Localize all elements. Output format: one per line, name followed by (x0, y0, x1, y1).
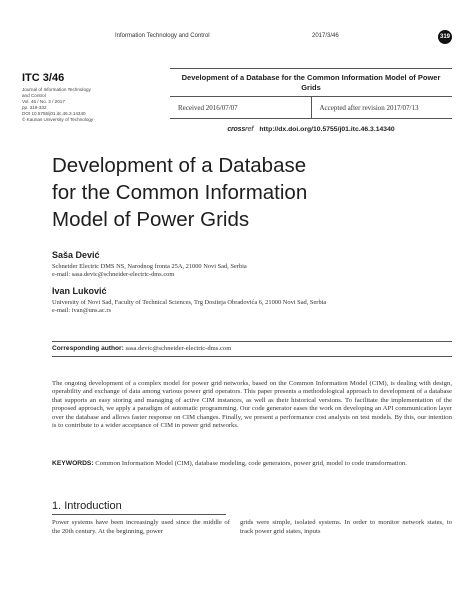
keywords-text: Common Information Model (CIM), database modeling, code generators, power grid, model to code transformation. (93, 460, 407, 467)
article-box-title: Development of a Database for the Common Information Model of Power Grids (181, 73, 441, 92)
author-affiliation: Schneider Electric DMS NS, Narodnog fronta 25A, 21000 Novi Sad, Serbia (52, 263, 247, 270)
corresponding-author-text (52, 342, 452, 356)
journal-meta (22, 72, 140, 124)
title-line: for the Common Information (52, 181, 308, 204)
author-email[interactable]: e-mail: ivan@uns.ac.rs (52, 306, 111, 314)
crossref-logo-icon: crossref (227, 126, 254, 133)
doi-row (170, 118, 452, 140)
meta-line: Vol. 46 / No. 3 / 2017 (22, 99, 65, 105)
author-affiliation: University of Novi Sad, Faculty of Technical Sciences, Trg Dositeja Obradovića 6, 21000 Novi Sad, Serbia (52, 298, 327, 306)
author-list (52, 250, 452, 315)
body-column-left: Power systems have been increasingly used since the middle of the 20th century. At the beginning, power (52, 519, 230, 535)
corresponding-author (52, 341, 452, 357)
article-info-box (170, 68, 452, 140)
section-heading: 1. Introduction (52, 500, 226, 515)
author-email[interactable]: e-mail: sasa.devic@schneider-electric-dms.com (52, 271, 175, 279)
journal-name: Information Technology and Control (115, 33, 210, 39)
meta-line: pp. 319-332 (22, 105, 47, 111)
keywords (52, 460, 452, 468)
divider (52, 356, 452, 357)
corresponding-email[interactable]: sasa.devic@schneider-electric-dms.com (123, 345, 232, 352)
meta-line: DOI 10.5755/j01.itc.46.3.14340 (22, 111, 86, 117)
journal-issue: 2017/3/46 (312, 33, 339, 39)
article-title (52, 152, 452, 233)
author-name: Ivan Luković (52, 285, 107, 296)
meta-line: © Kaunas University of Technology (22, 117, 94, 123)
article-dates (170, 96, 452, 118)
page-number-badge: 319 (438, 30, 452, 44)
author-name: Saša Dević (52, 250, 100, 260)
title-line: Development of a Database (52, 154, 307, 177)
meta-line: and Control (22, 93, 46, 99)
body-column-right: grids were simple, isolated systems. In order to monitor network states, to track power grid states, inputs (240, 519, 452, 535)
journal-code: ITC 3/46 (22, 72, 65, 84)
doi-link[interactable]: http://dx.doi.org/10.5755/j01.itc.46.3.14340 (259, 126, 395, 133)
accepted-date: Accepted after revision 2017/07/13 (311, 97, 453, 119)
keywords-label: KEYWORDS: (52, 460, 94, 467)
title-line: Model of Power Grids (52, 208, 250, 231)
abstract: The ongoing development of a complex model for power grid networks, based on the Common Information Model (CIM), is dealing with design, operability and exchange of data among various power grid operators. This paper presents a methodological approach to development of a database that supports an easy storing and managing of active CIM instances, as well as their historical versions. To facilitate the implementation of the proposed approach, we apply a paradigm of automatic programming. Our code generator eases the work on developing an API communication layer over the database and allows faster response on CIM changes. Finally, we present a performance cost analysis on test models. By this, our intention is to contribute to a wider acceptance of CIM in power grid networks. (52, 380, 452, 430)
running-header (0, 30, 474, 44)
corresponding-label: Corresponding author: (52, 345, 124, 352)
meta-line: Journal of Information Technology (22, 87, 91, 92)
received-date: Received 2016/07/07 (178, 103, 238, 112)
